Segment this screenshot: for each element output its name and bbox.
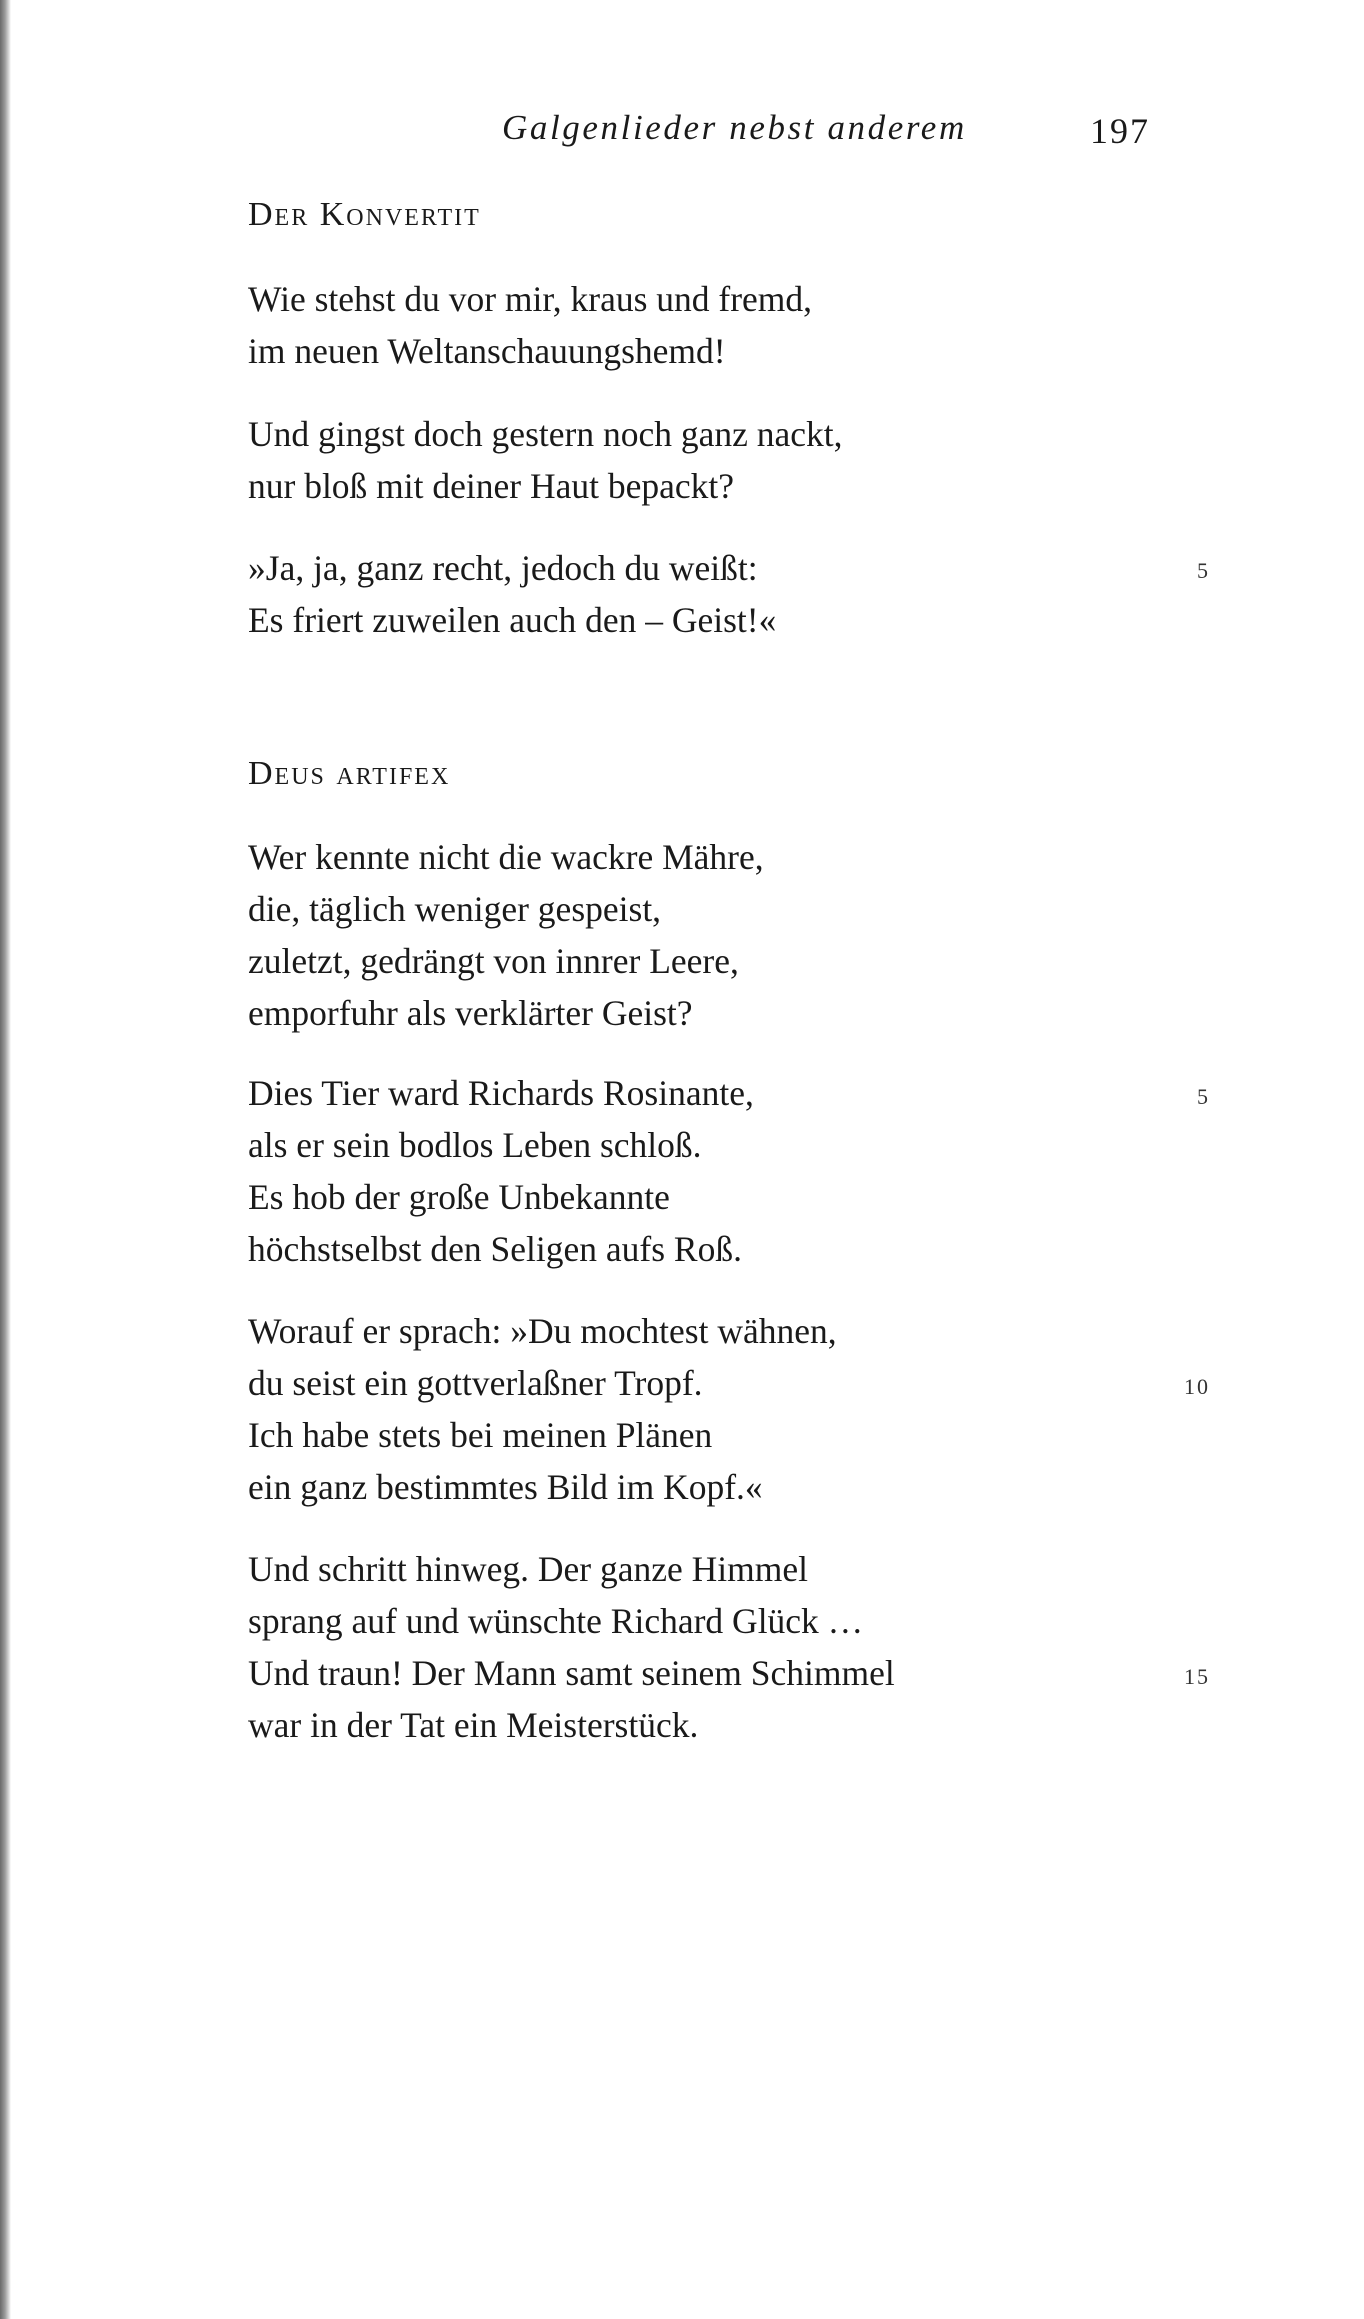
verse-line: Wie stehst du vor mir, kraus und fremd, [248,279,813,319]
book-spine-shadow [0,0,11,2319]
verse-line: Es hob der große Unbekannte [248,1177,670,1217]
verse-line: war in der Tat ein Meisterstück. [248,1705,699,1745]
verse-line: die, täglich weniger gespeist, [248,889,662,929]
verse-line: du seist ein gottverlaßner Tropf. [248,1363,703,1403]
verse-line: Es friert zuweilen auch den – Geist!« [248,600,777,640]
poem-title: Der Konvertit [248,196,481,233]
line-number: 15 [1184,1664,1210,1689]
verse-line: zuletzt, gedrängt von innrer Leere, [248,941,739,981]
verse-line: nur bloß mit deiner Haut bepackt? [248,466,734,506]
verse-line: sprang auf und wünschte Richard Glück … [248,1601,864,1641]
verse-line: Ich habe stets bei meinen Plänen [248,1415,713,1455]
verse-line: Und schritt hinweg. Der ganze Himmel [248,1549,808,1589]
line-number: 10 [1184,1374,1210,1399]
verse-line: Und traun! Der Mann samt seinem Schimmel [248,1653,895,1693]
line-number: 5 [1197,1084,1210,1109]
verse-line: Dies Tier ward Richards Rosinante, [248,1073,754,1113]
verse-line: »Ja, ja, ganz recht, jedoch du weißt: [248,548,758,588]
verse-line: als er sein bodlos Leben schloß. [248,1125,702,1165]
verse-line: höchstselbst den Seligen aufs Roß. [248,1229,742,1269]
verse-line: Und gingst doch gestern noch ganz nackt, [248,414,843,454]
verse-line: emporfuhr als verklärter Geist? [248,993,693,1033]
verse-line: ein ganz bestimmtes Bild im Kopf.« [248,1467,763,1507]
verse-line: Wer kennte nicht die wackre Mähre, [248,837,764,877]
running-head-title: Galgenlieder nebst anderem [502,108,967,147]
poem-title: Deus artifex [248,755,451,792]
verse-line: Worauf er sprach: »Du mochtest wähnen, [248,1311,837,1351]
line-number: 5 [1197,558,1210,583]
page-number: 197 [1090,111,1150,151]
verse-line: im neuen Weltanschauungshemd! [248,331,726,371]
